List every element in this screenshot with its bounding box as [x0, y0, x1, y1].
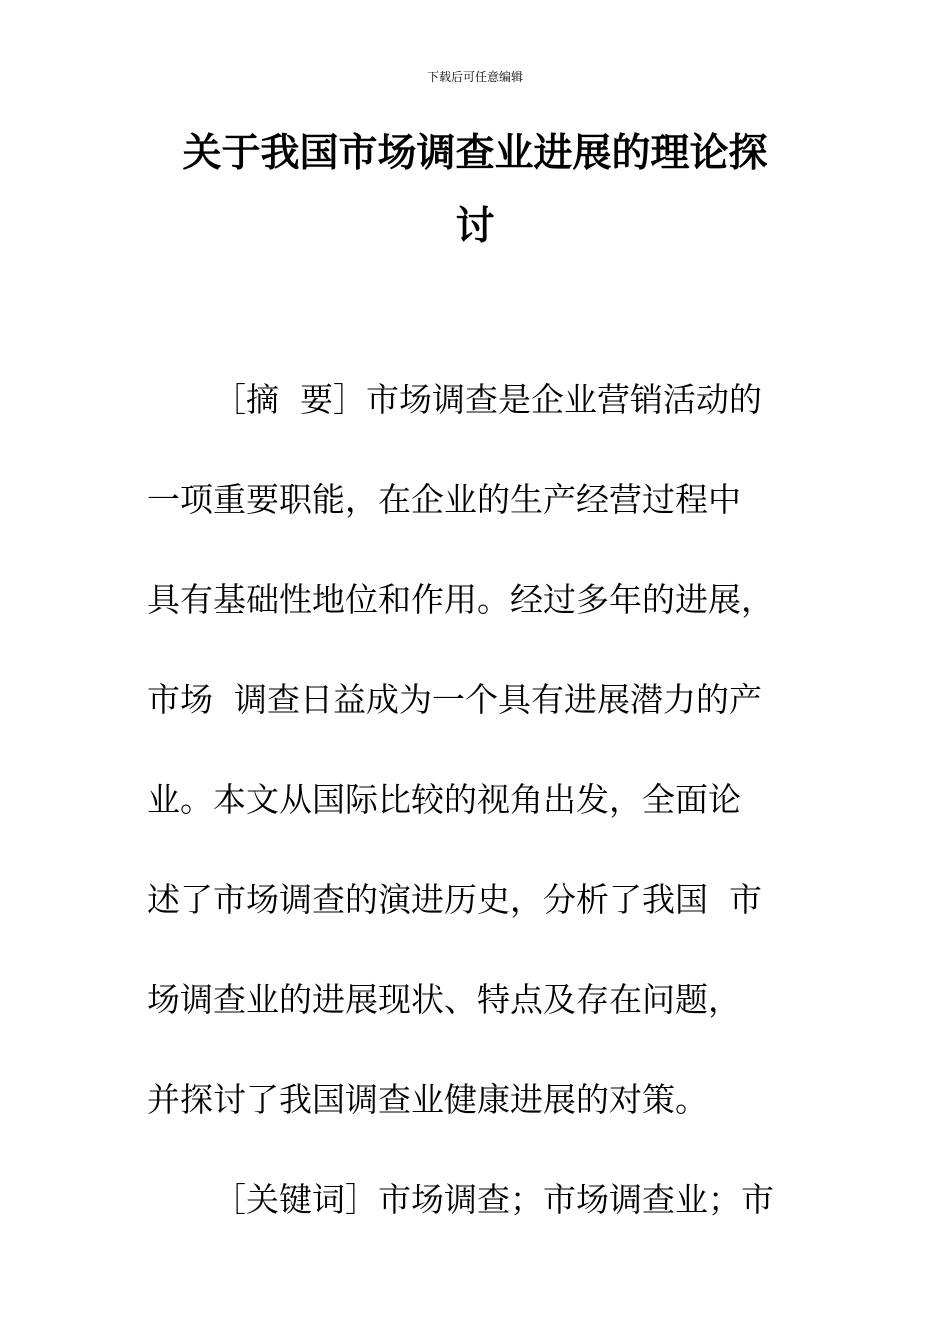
keywords-line: ［关键词］市场调查；市场调查业；市 — [213, 1180, 774, 1219]
abstract-line: 一项重要职能，在企业的生产经营过程中 — [147, 480, 741, 519]
abstract-line: 业。本文从国际比较的视角出发，全面论 — [147, 780, 741, 819]
abstract-line: 市场 调查日益成为一个具有进展潜力的产 — [147, 680, 762, 719]
abstract-line: ［摘 要］市场调查是企业营销活动的 — [213, 380, 762, 419]
abstract-line: 述了市场调查的演进历史，分析了我国 市 — [147, 880, 762, 919]
abstract-line: 并探讨了我国调查业健康进展的对策。 — [147, 1080, 708, 1119]
document-title-line-2: 讨 — [455, 204, 495, 249]
document-title-line-1: 关于我国市场调查业进展的理论探 — [182, 131, 768, 176]
abstract-line: 具有基础性地位和作用。经过多年的进展， — [147, 580, 774, 619]
header-note: 下载后可任意编辑 — [426, 70, 523, 84]
abstract-line: 场调查业的进展现状、特点及存在问题， — [147, 980, 741, 1019]
